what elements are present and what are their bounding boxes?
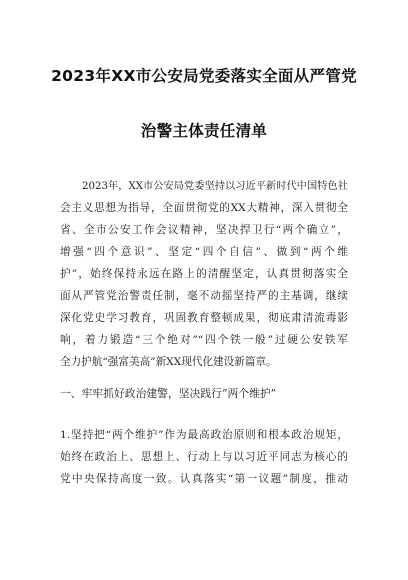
item-line: 1.坚持把“两个维护”作为最高政治原则和根本政治规矩， (60, 429, 348, 441)
intro-line: 深化党史学习教育，巩固教育整顿成果，彻底肃清流毒影 (60, 312, 348, 324)
item-line: 始终在政治上、思想上、行动上与以习近平同志为核心的 (60, 451, 348, 463)
item-line: 党中央保持高度一致。认真落实“第一议题”制度，推动 (60, 473, 348, 485)
intro-line: 面从严管党治警责任制，毫不动摇坚持严的主基调，继续 (60, 290, 348, 302)
intro-line: 2023年，XX市公安局党委坚持以习近平新时代中国特色社 (82, 181, 348, 192)
document-title-line-2: 治警主体责任清单 (140, 122, 268, 140)
section-heading: 一、牢牢抓好政治建警，坚决践行“两个维护” (60, 387, 277, 400)
intro-line: 护”，始终保持永远在路上的清醒坚定，认真贯彻落实全 (60, 268, 348, 280)
intro-line: 会主义思想为指导，全面贯彻党的XX大精神，深入贯彻全 (60, 202, 348, 214)
intro-line: 响，着力锻造“三个绝对”“四个铁一般”过硬公安铁军 (60, 334, 348, 346)
intro-line: 全力护航“强富美高”新XX现代化建设新篇章。 (60, 356, 277, 368)
intro-line: 省、全市公安工作会议精神，坚决捍卫行“两个确立”， (60, 224, 348, 236)
intro-line: 增强“四个意识”、坚定“四个自信”、做到“两个维 (60, 246, 348, 258)
document-title-line-1: 2023年XX市公安局党委落实全面从严管党 (51, 67, 357, 85)
